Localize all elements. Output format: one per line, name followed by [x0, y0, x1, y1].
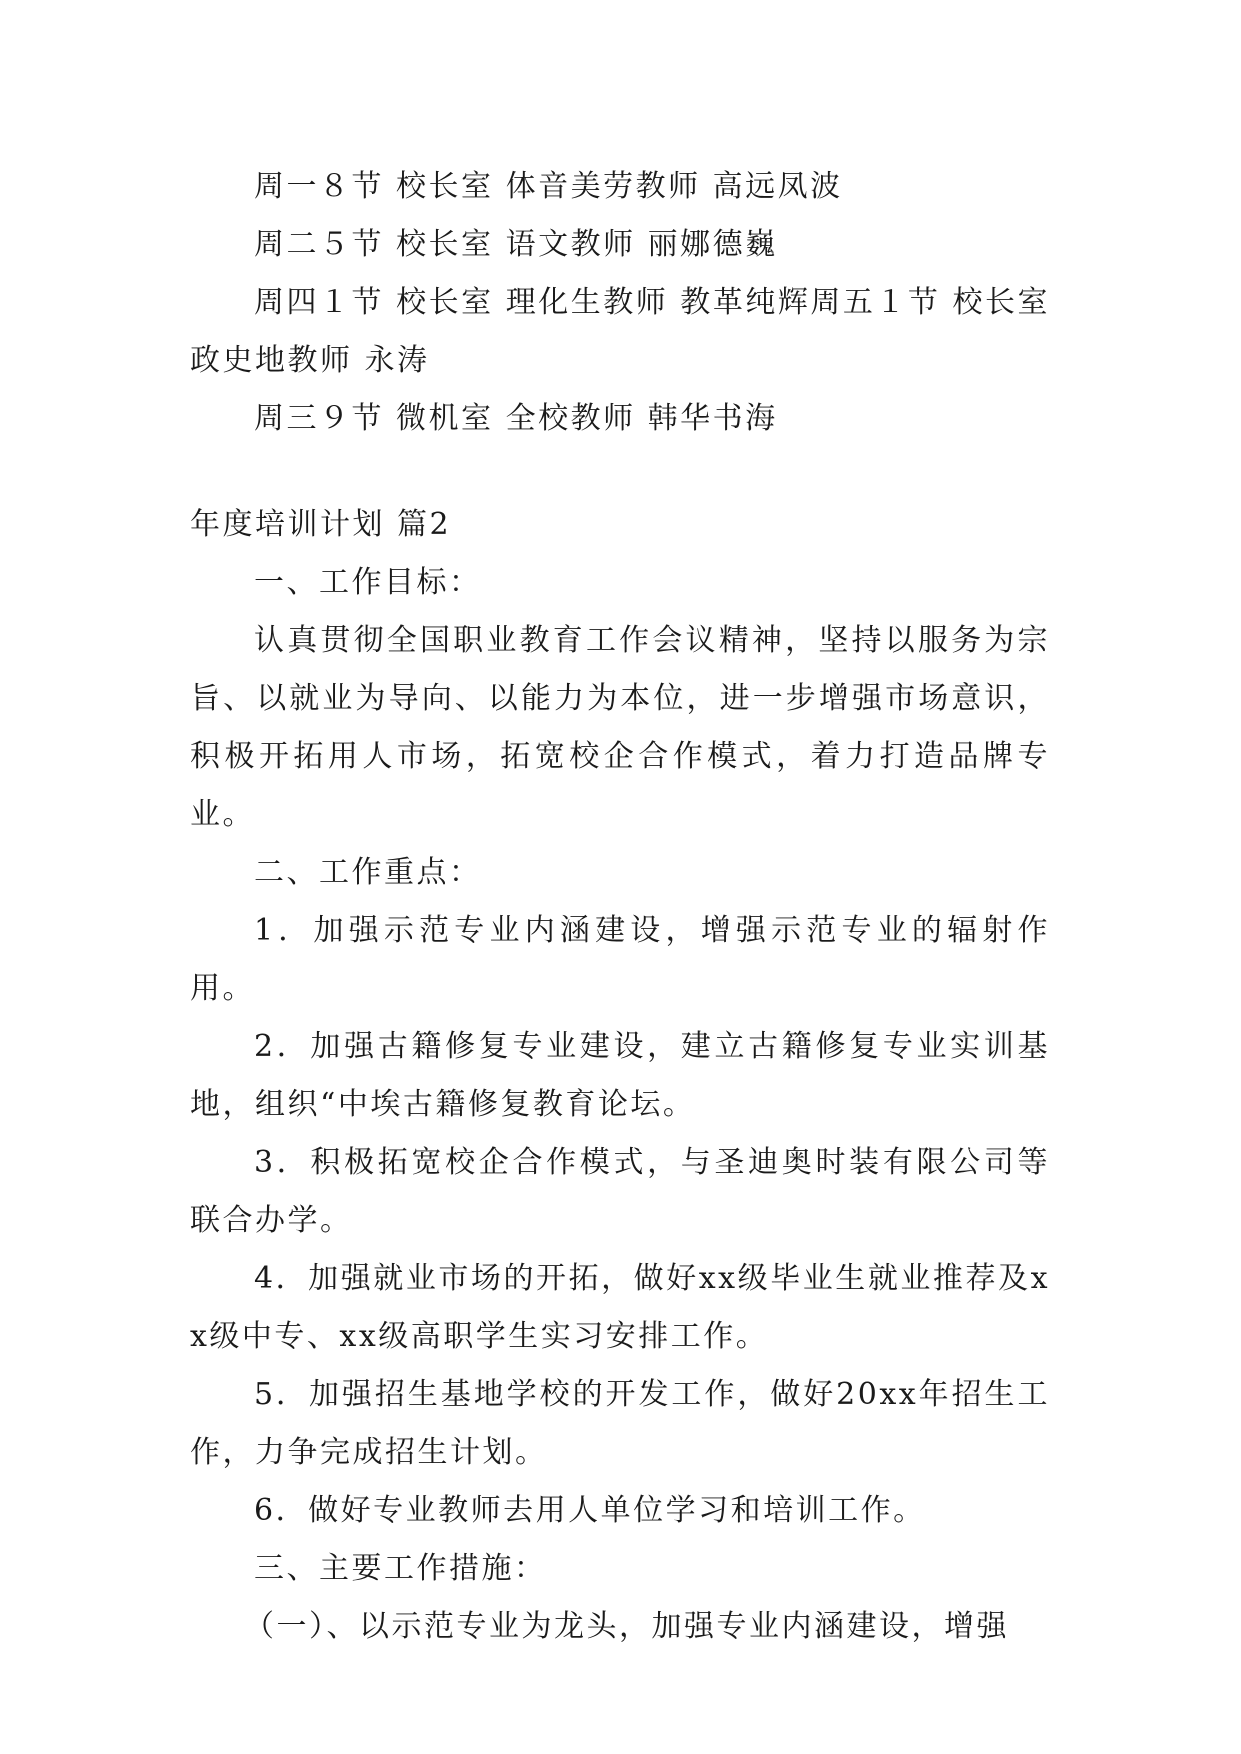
focus-item-5: 5．加强招生基地学校的开发工作，做好20xx年招生工作，力争完成招生计划。	[190, 1377, 1050, 1470]
focus-item-4: 4．加强就业市场的开拓，做好xx级毕业生就业推荐及xx级中专、xx级高职学生实习安排工作。	[190, 1261, 1050, 1354]
focus-item-6: 6．做好专业教师去用人单位学习和培训工作。	[254, 1493, 926, 1528]
focus-item-2: 2．加强古籍修复专业建设，建立古籍修复专业实训基地，组织“中埃古籍修复教育论坛。	[190, 1029, 1050, 1122]
heading-work-goals: 一、工作目标：	[254, 565, 482, 600]
measure-item-1: （一）、以示范专业为龙头，加强专业内涵建设，增强	[244, 1609, 1009, 1644]
section-title: 年度培训计划 篇2	[190, 507, 452, 542]
schedule-line-mon: 周一８节 校长室 体音美劳教师 高远凤波	[254, 169, 843, 204]
schedule-line-wed: 周三９节 微机室 全校教师 韩华书海	[254, 401, 778, 436]
paragraph-goals: 认真贯彻全国职业教育工作会议精神，坚持以服务为宗旨、以就业为导向、以能力为本位，进一步增强市场意识，积极开拓用人市场，拓宽校企合作模式，着力打造品牌专业。	[190, 623, 1050, 832]
heading-work-focus: 二、工作重点：	[254, 855, 482, 890]
focus-item-3: 3．积极拓宽校企合作模式，与圣迪奥时装有限公司等联合办学。	[190, 1145, 1050, 1238]
schedule-line-thu-fri: 周四１节 校长室 理化生教师 教革纯辉周五１节 校长室 政史地教师 永涛	[190, 285, 1050, 378]
focus-item-1: 1．加强示范专业内涵建设，增强示范专业的辐射作用。	[190, 913, 1050, 1006]
document-body	[190, 158, 1050, 1656]
schedule-line-tue: 周二５节 校长室 语文教师 丽娜德巍	[254, 227, 778, 262]
heading-main-measures: 三、主要工作措施：	[254, 1551, 547, 1586]
